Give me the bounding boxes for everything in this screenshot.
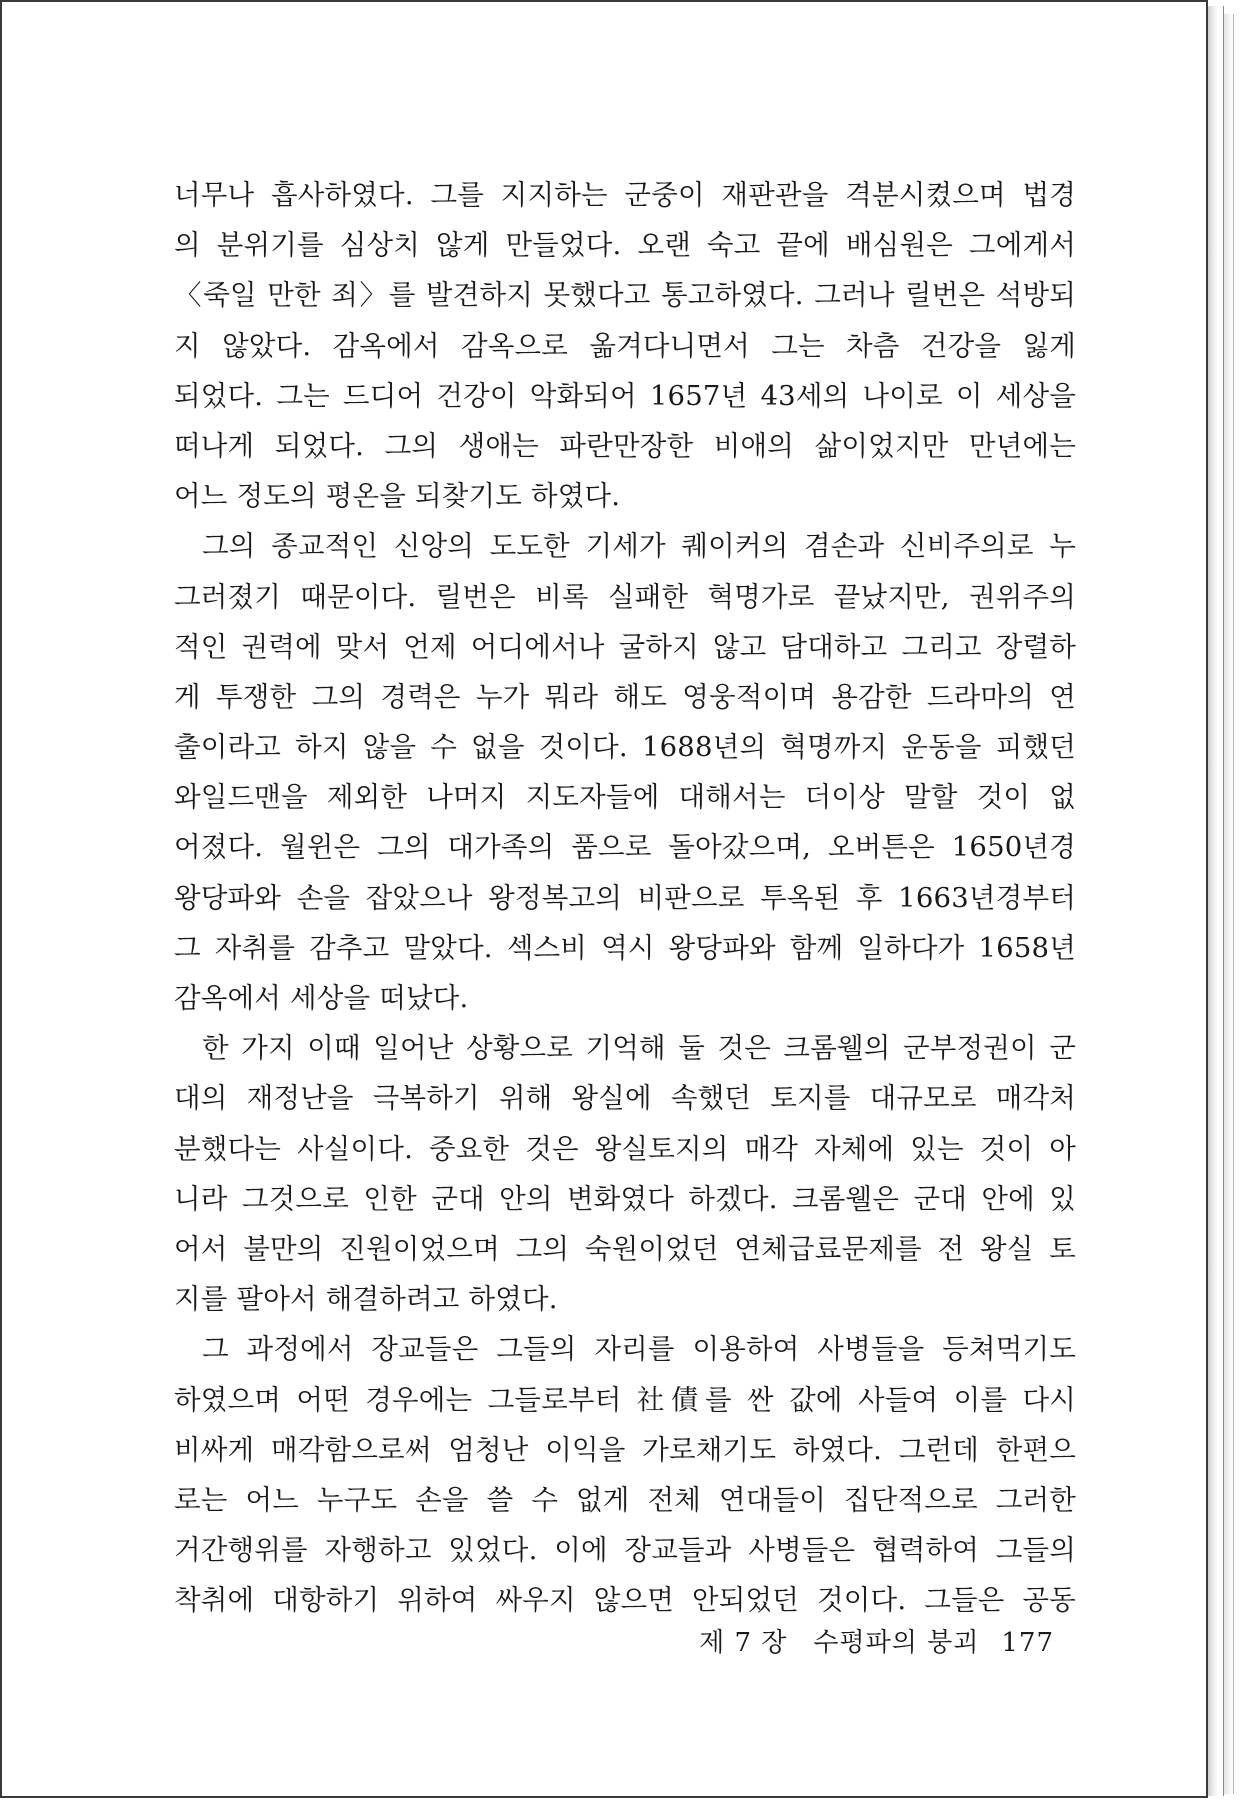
running-footer <box>699 1622 1054 1659</box>
text-line: 대의 재정난을 극복하기 위해 왕실에 속했던 토지를 대규모로 매각처 <box>174 1082 1076 1115</box>
body-text <box>174 170 1076 1625</box>
text-line: 니라 그것으로 인한 군대 안의 변화였다 하겠다. 크롬웰은 군대 안에 있 <box>174 1182 1076 1215</box>
text-line: 적인 권력에 맞서 언제 어디에서나 굴하지 않고 담대하고 그리고 장렬하 <box>174 630 1076 663</box>
text-line: 되었다. 그는 드디어 건강이 악화되어 1657년 43세의 나이로 이 세상을 <box>174 379 1076 412</box>
chapter-label: 제 7 장 <box>699 1628 788 1658</box>
text-line: 게 투쟁한 그의 경력은 누가 뭐라 해도 영웅적이며 용감한 드라마의 연 <box>174 680 1076 713</box>
text-line: 와일드맨을 제외한 나머지 지도자들에 대해서는 더이상 말할 것이 없 <box>174 781 1076 814</box>
text-line: 감옥에서 세상을 떠났다. <box>174 982 469 1014</box>
text-line: 어느 정도의 평온을 되찾기도 하였다. <box>174 480 621 513</box>
text-line: 분했다는 사실이다. 중요한 것은 왕실토지의 매각 자체에 있는 것이 아 <box>174 1132 1076 1165</box>
text-line: 〈죽일 만한 죄〉를 발견하지 못했다고 통고하였다. 그러나 릴번은 석방되 <box>174 279 1076 312</box>
text-line: 지를 팔아서 해결하려고 하였다. <box>174 1283 558 1316</box>
text-line: 지 않았다. 감옥에서 감옥으로 옮겨다니면서 그는 차츰 건강을 잃게 <box>174 329 1076 362</box>
page-stack-edge-back <box>1224 14 1234 1794</box>
text-line: 출이라고 하지 않을 수 없을 것이다. 1688년의 혁명까지 운동을 피했던 <box>174 731 1076 764</box>
text-line: 그러졌기 때문이다. 릴번은 비록 실패한 혁명가로 끝났지만, 권위주의 <box>174 580 1076 613</box>
text-line: 어서 불만의 진원이었으며 그의 숙원이었던 연체급료문제를 전 왕실 토 <box>174 1232 1076 1265</box>
text-line: 한 가지 이때 일어난 상황으로 기억해 둘 것은 크롬웰의 군부정권이 군 <box>202 1032 1076 1065</box>
text-line: 그의 종교적인 신앙의 도도한 기세가 퀘이커의 겸손과 신비주의로 누 <box>202 530 1076 563</box>
text-line: 왕당파와 손을 잡았으나 왕정복고의 비판으로 투옥된 후 1663년경부터 <box>174 881 1076 914</box>
text-line: 떠나게 되었다. 그의 생애는 파란만장한 비애의 삶이었지만 만년에는 <box>174 429 1076 462</box>
text-line: 의 분위기를 심상치 않게 만들었다. 오랜 숙고 끝에 배심원은 그에게서 <box>174 229 1076 262</box>
text-line: 어졌다. 월윈은 그의 대가족의 품으로 돌아갔으며, 오버튼은 1650년경 <box>174 831 1076 864</box>
text-line: 그 과정에서 장교들은 그들의 자리를 이용하여 사병들을 등쳐먹기도 <box>202 1333 1076 1366</box>
text-line: 거간행위를 자행하고 있었다. 이에 장교들과 사병들은 협력하여 그들의 <box>174 1534 1076 1567</box>
text-line: 로는 어느 누구도 손을 쓸 수 없게 전체 연대들이 집단적으로 그러한 <box>174 1483 1076 1516</box>
text-line: 착취에 대항하기 위하여 싸우지 않으면 안되었던 것이다. 그들은 공동 <box>174 1584 1076 1617</box>
page-number: 177 <box>1001 1628 1054 1658</box>
text-line: 그 자취를 감추고 말았다. 섹스비 역시 왕당파와 함께 일하다가 1658년 <box>174 931 1076 964</box>
chapter-title: 수평파의 붕괴 <box>813 1628 980 1658</box>
text-line: 하였으며 어떤 경우에는 그들로부터 社債를 싼 값에 사들여 이를 다시 <box>174 1383 1076 1416</box>
page-stack-edge <box>1208 6 1224 1796</box>
text-line: 너무나 흡사하였다. 그를 지지하는 군중이 재판관을 격분시켰으며 법경 <box>174 179 1076 211</box>
text-line: 비싸게 매각함으로써 엄청난 이익을 가로채기도 하였다. 그런데 한편으 <box>174 1433 1076 1466</box>
